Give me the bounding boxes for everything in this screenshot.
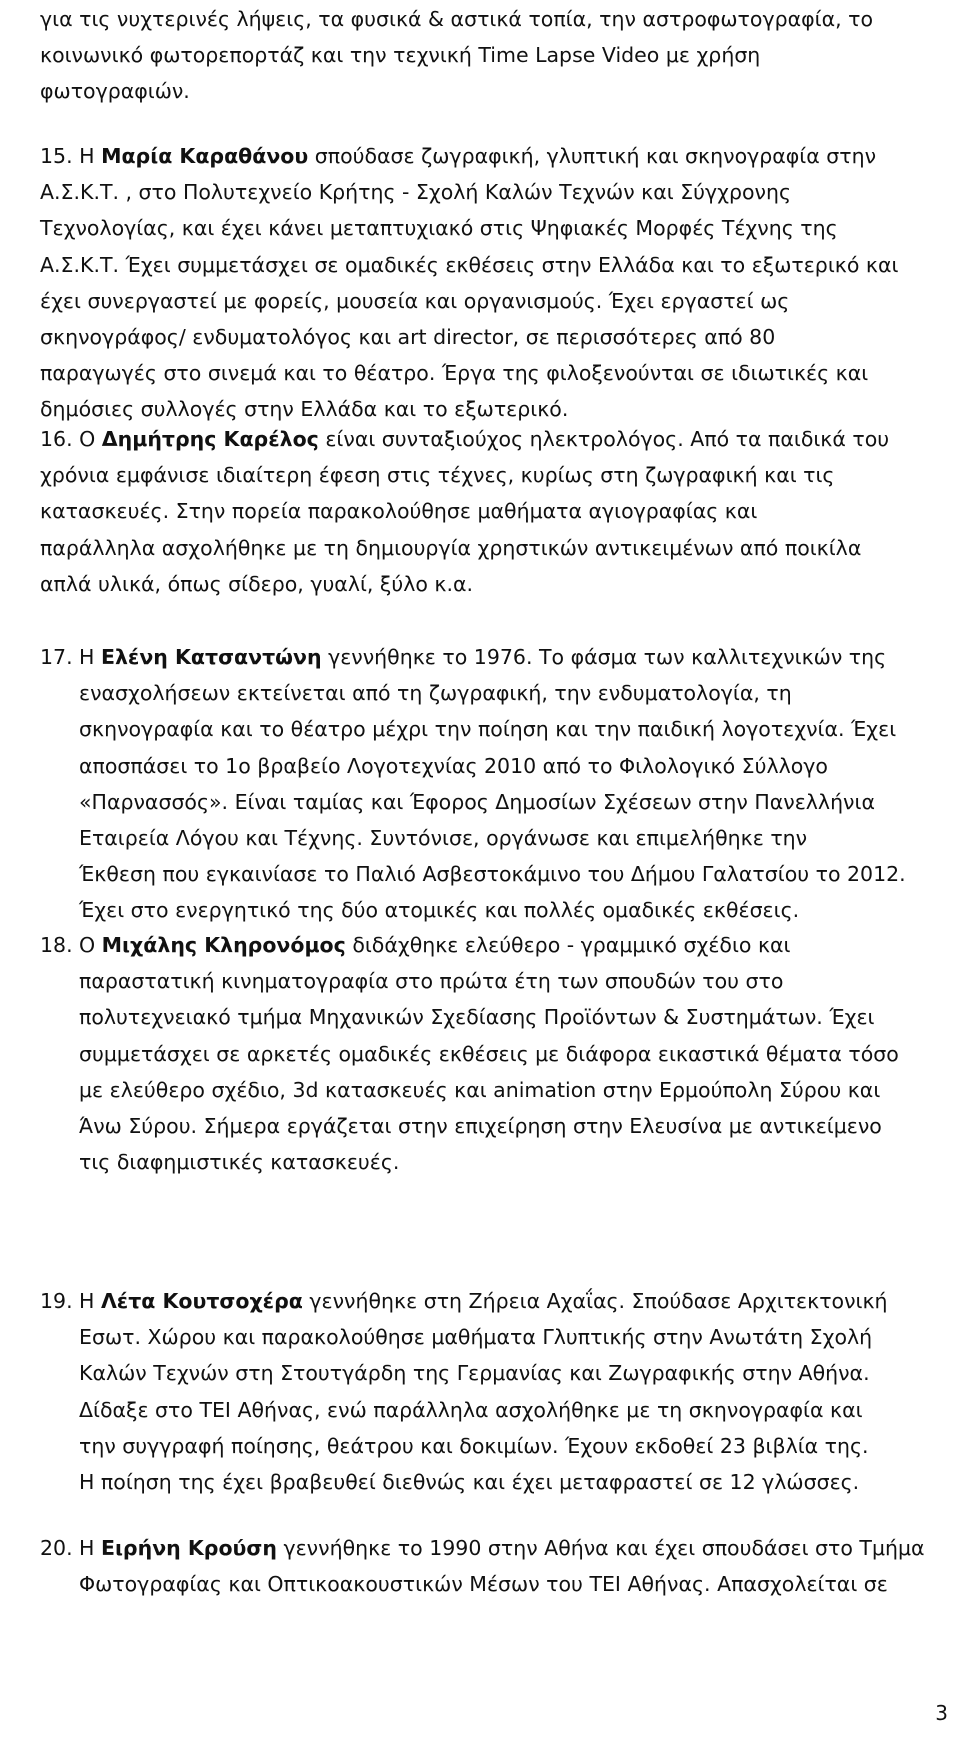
text-run: «Παρνασσός». Είναι ταμίας και Έφορος Δημοσίων Σχέσεων στην Πανελλήνια (79, 790, 875, 814)
text-run: 15. Η (40, 144, 102, 168)
text-run: κοινωνικό φωτορεπορτάζ και την τεχνική Time Lapse Video με χρήση (40, 43, 761, 67)
text-run: Έχει στο ενεργητικό της δύο ατομικές και πολλές ομαδικές εκθέσεις. (79, 898, 800, 922)
artist-name: Δημήτρης Καρέλος (101, 427, 319, 451)
text-run: συμμετάσχει σε αρκετές ομαδικές εκθέσεις με διάφορα εικαστικά θέματα τόσο (79, 1042, 899, 1066)
text-run: Α.Σ.Κ.Τ. , στο Πολυτεχνείο Κρήτης - Σχολή Καλών Τεχνών και Σύγχρονης (40, 180, 792, 204)
text-line (40, 498, 757, 524)
list-number: 19. (40, 1289, 73, 1313)
text-line (40, 143, 876, 169)
text-line (79, 932, 790, 958)
text-line (79, 861, 906, 887)
artist-name: Μιχάλης Κληρονόμος (101, 933, 346, 957)
text-run: είναι συνταξιούχος ηλεκτρολόγος. Από τα παιδικά του (318, 427, 890, 451)
text-run: Εσωτ. Χώρου και παρακολούθησε μαθήματα Γλυπτικής στην Ανωτάτη Σχολή (79, 1325, 873, 1349)
text-run: 16. Ο (40, 427, 102, 451)
text-line (79, 1433, 869, 1459)
text-line (79, 1360, 870, 1386)
text-run: πολυτεχνειακό τμήμα Μηχανικών Σχεδίασης Προϊόντων & Συστημάτων. Έχει (79, 1005, 875, 1029)
text-run: Έκθεση που εγκαινίασε το Παλιό Ασβεστοκάμινο του Δήμου Γαλατσίου το 2012. (79, 862, 906, 886)
text-line (40, 535, 861, 561)
text-run: χρόνια εμφάνισε ιδιαίτερη έφεση στις τέχνες, κυρίως στη ζωγραφική και τις (40, 463, 835, 487)
text-line (40, 462, 834, 488)
artist-name: Ελένη Κατσαντώνη (100, 645, 322, 669)
text-line (40, 6, 873, 32)
text-run: Καλών Τεχνών στη Στουτγάρδη της Γερμανίας και Ζωγραφικής στην Αθήνα. (79, 1361, 870, 1385)
text-run: Α.Σ.Κ.Τ. Έχει συμμετάσχει σε ομαδικές εκθέσεις στην Ελλάδα και το εξωτερικό και (40, 253, 899, 277)
text-line (79, 716, 896, 742)
text-line (79, 1324, 872, 1350)
text-run: Φωτογραφίας και Οπτικοακουστικών Μέσων του ΤΕΙ Αθήνας. Απασχολείται σε (79, 1572, 888, 1596)
artist-name: Ειρήνη Κρούση (100, 1536, 277, 1560)
text-line (40, 288, 789, 314)
text-run: την συγγραφή ποίησης, θεάτρου και δοκιμίων. Έχουν εκδοθεί 23 βιβλία της. (79, 1434, 869, 1458)
text-run: φωτογραφιών. (40, 79, 190, 103)
text-run: Εταιρεία Λόγου και Τέχνης. Συντόνισε, οργάνωσε και επιμελήθηκε την (79, 826, 808, 850)
text-run: αποσπάσει το 1ο βραβείο Λογοτεχνίας 2010 από το Φιλολογικό Σύλλογο (79, 754, 828, 778)
text-run: κατασκευές. Στην πορεία παρακολούθησε μαθήματα αγιογραφίας και (40, 499, 758, 523)
text-run: απλά υλικά, όπως σίδερο, γυαλί, ξύλο κ.α. (40, 572, 474, 596)
text-run: παραγωγές στο σινεμά και το θέατρο. Έργα της φιλοξενούνται σε ιδιωτικές και (40, 361, 869, 385)
text-run: Ο (79, 933, 102, 957)
text-run: σπούδασε ζωγραφική, γλυπτική και σκηνογραφία στην (308, 144, 877, 168)
text-run: γεννήθηκε το 1990 στην Αθήνα και έχει σπουδάσει στο Τμήμα (276, 1536, 925, 1560)
text-run: διδάχθηκε ελεύθερο - γραμμικό σχέδιο και (345, 933, 791, 957)
text-line (79, 1077, 880, 1103)
text-run: Άνω Σύρου. Σήμερα εργάζεται στην επιχείρηση στην Ελευσίνα με αντικείμενο (79, 1114, 882, 1138)
text-run: παραστατική κινηματογραφία στο πρώτα έτη των σπουδών του στο (79, 969, 784, 993)
text-run: γεννήθηκε το 1976. Το φάσμα των καλλιτεχνικών της (321, 645, 887, 669)
artist-name: Μαρία Καραθάνου (101, 144, 309, 168)
text-run: με ελεύθερο σχέδιο, 3d κατασκευές και animation στην Ερμούπολη Σύρου και (79, 1078, 881, 1102)
text-line (40, 426, 889, 452)
text-line (40, 324, 775, 350)
text-line (40, 78, 190, 104)
text-run: Η (79, 1536, 101, 1560)
text-line (79, 1004, 874, 1030)
text-run: για τις νυχτερινές λήψεις, τα φυσικά & αστικά τοπία, την αστροφωτογραφία, το (40, 7, 873, 31)
text-line (79, 1288, 888, 1314)
text-line (79, 897, 799, 923)
text-line (79, 644, 886, 670)
text-run: Η (79, 1289, 101, 1313)
text-run: σκηνογράφος/ ενδυματολόγος και art director, σε περισσότερες από 80 (40, 325, 776, 349)
text-run: δημόσιες συλλογές στην Ελλάδα και το εξωτερικό. (40, 397, 569, 421)
text-run: Η ποίηση της έχει βραβευθεί διεθνώς και έχει μεταφραστεί σε 12 γλώσσες. (79, 1470, 860, 1494)
text-run: παράλληλα ασχολήθηκε με τη δημιουργία χρηστικών αντικειμένων από ποικίλα (40, 536, 862, 560)
text-run: Δίδαξε στο ΤΕΙ Αθήνας, ενώ παράλληλα ασχολήθηκε με τη σκηνογραφία και (79, 1398, 863, 1422)
list-number: 20. (40, 1536, 73, 1560)
artist-name: Λέτα Κουτσοχέρα (100, 1289, 303, 1313)
text-run: τις διαφημιστικές κατασκευές. (79, 1150, 400, 1174)
text-line (40, 571, 473, 597)
text-line (79, 753, 828, 779)
text-run: Τεχνολογίας, και έχει κάνει μεταπτυχιακό στις Ψηφιακές Μορφές Τέχνης της (40, 216, 838, 240)
text-line (40, 215, 838, 241)
text-line (79, 1397, 863, 1423)
text-line (40, 396, 568, 422)
text-line (40, 42, 760, 68)
text-line (40, 179, 791, 205)
text-line (79, 680, 792, 706)
text-line (79, 968, 783, 994)
text-line (79, 789, 875, 815)
text-line (79, 1571, 888, 1597)
text-line (40, 360, 868, 386)
text-line (79, 1113, 882, 1139)
text-line (79, 1041, 899, 1067)
text-run: ενασχολήσεων εκτείνεται από τη ζωγραφική, την ενδυματολογία, τη (79, 681, 792, 705)
text-line (79, 825, 807, 851)
text-run: γεννήθηκε στη Ζήρεια Αχαΐας. Σπούδασε Αρχιτεκτονική (302, 1289, 888, 1313)
page-number: 3 (935, 1701, 948, 1725)
text-run: έχει συνεργαστεί με φορείς, μουσεία και οργανισμούς. Έχει εργαστεί ως (40, 289, 790, 313)
text-line (79, 1535, 925, 1561)
list-number: 18. (40, 933, 73, 957)
text-line (79, 1469, 859, 1495)
text-line (40, 252, 898, 278)
text-run: Η (79, 645, 101, 669)
text-run: σκηνογραφία και το θέατρο μέχρι την ποίηση και την παιδική λογοτεχνία. Έχει (79, 717, 897, 741)
text-line (79, 1149, 399, 1175)
list-number: 17. (40, 645, 73, 669)
